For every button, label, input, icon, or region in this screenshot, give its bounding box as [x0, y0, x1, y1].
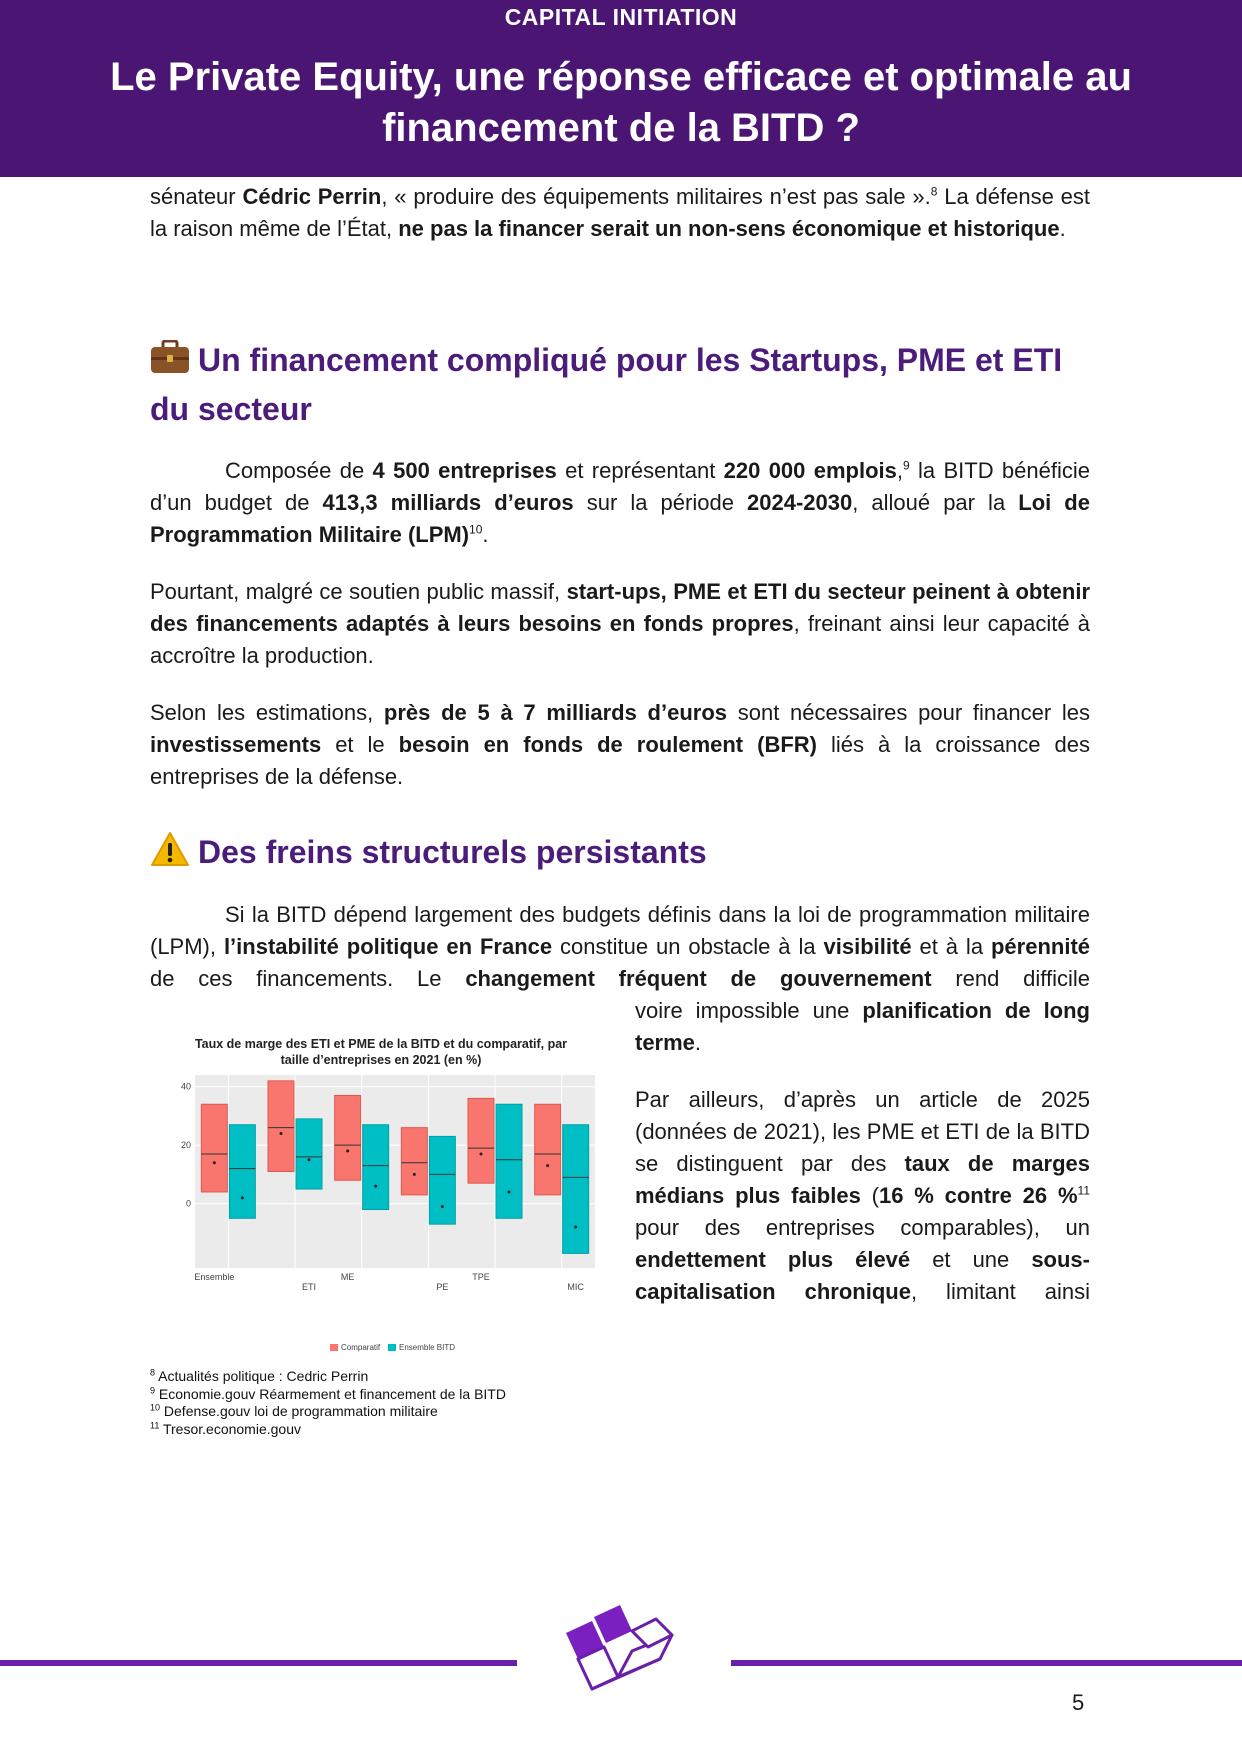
x-tick-label: PE: [436, 1282, 449, 1292]
box-comparatif: [468, 1098, 494, 1183]
section2-right-column: [635, 995, 1090, 1308]
section1-body: [150, 455, 1090, 793]
y-tick-label: 20: [180, 1140, 191, 1151]
mean-point: [241, 1196, 244, 1199]
mean-point: [280, 1132, 283, 1135]
section2-body: [150, 899, 1090, 995]
footer-line-left: [0, 1660, 517, 1666]
box-bitd: [496, 1104, 522, 1218]
footer-logo: [560, 1605, 685, 1705]
intro-paragraph: sénateur Cédric Perrin, « produire des équipements militaires n’est pas sale ».$^8$ La défense est la raison même de l’État, ne pas la financer serait un non-sens économique et historique.: [150, 184, 1091, 241]
mean-point: [213, 1161, 216, 1164]
footnote-8: $^8$ Actualités politique : Cedric Perrin: [150, 1367, 369, 1384]
boxplot-chart: [150, 1030, 610, 1360]
footnote-10: $^{10}$ Defense.gouv loi de programmation militaire: [150, 1402, 438, 1419]
brand-name: CAPITAL INITIATION: [504, 4, 738, 30]
page-number: 5: [1072, 1690, 1085, 1715]
briefcase-icon: [150, 340, 190, 386]
section-heading-financement: Un financement compliqué pour les Startups, PME et ETI du secteur: [150, 337, 1090, 432]
mean-point: [413, 1173, 416, 1176]
mean-point: [441, 1205, 444, 1208]
legend-label: Comparatif: [341, 1343, 381, 1352]
intro-block: [150, 181, 1090, 245]
legend-label: Ensemble BITD: [399, 1343, 456, 1352]
mean-point: [480, 1152, 483, 1155]
section-heading-freins: Des freins structurels persistants: [150, 829, 1090, 879]
chart-title-line-2: taille d’entreprises en 2021 (en %): [280, 1053, 482, 1067]
x-tick-label: ME: [340, 1272, 355, 1282]
box-bitd: [229, 1125, 255, 1219]
mean-point: [308, 1158, 311, 1161]
chart-title-line-1: Taux de marge des ETI et PME de la BITD et du comparatif, par: [194, 1037, 568, 1051]
mean-point: [374, 1185, 377, 1188]
box-comparatif: [535, 1104, 561, 1195]
x-tick-label: MIC: [567, 1282, 584, 1292]
mean-point: [546, 1164, 549, 1167]
box-bitd: [363, 1125, 389, 1210]
legend-swatch: [388, 1344, 396, 1351]
box-bitd: [296, 1119, 322, 1189]
section1-paragraph-3: Selon les estimations, près de 5 à 7 milliards d’euros sont nécessaires pour financer les investissements et le besoin en fonds de roulement (BFR) liés à la croissance des entreprises de la défense.: [150, 700, 1090, 789]
x-tick-label: ETI: [301, 1282, 317, 1292]
box-comparatif: [268, 1081, 294, 1172]
footnote-11: $^{11}$ Tresor.economie.gouv: [150, 1419, 301, 1437]
legend-swatch: [330, 1344, 338, 1351]
section1-paragraph-1: Composée de 4 500 entreprises et représentant 220 000 emplois,$^9$ la BITD bénéficie d’un budget de 413,3 milliards d’euros sur la période 2024-2030, alloué par la Loi de Programmation Militaire (LPM)$^{10}$.: [150, 458, 1090, 547]
mean-point: [574, 1226, 577, 1229]
section2-paragraph-1-continued: voire impossible une planification de long terme.: [635, 998, 1090, 1055]
warning-icon: [150, 831, 190, 879]
margin-rate-chart: [150, 1030, 610, 1365]
box-bitd: [429, 1136, 455, 1224]
box-comparatif: [201, 1104, 227, 1192]
section1-paragraph-2: Pourtant, malgré ce soutien public massif, start-ups, PME et ETI du secteur peinent à obtenir des financements adaptés à leurs besoins en fonds propres, freinant ainsi leur capacité à accroître la production.: [150, 579, 1091, 668]
y-tick-label: 40: [180, 1081, 191, 1092]
box-comparatif: [401, 1128, 427, 1195]
y-tick-label: 0: [185, 1198, 191, 1209]
page-header: [0, 0, 1242, 177]
section2-paragraph-1: Si la BITD dépend largement des budgets définis dans la loi de programmation militaire (LPM), l’instabilité politique en France constitue un obstacle à la visibilité et à la pérennité de ces financements. Le changement fréquent de gouvernement rend difficile: [150, 902, 1091, 991]
x-tick-label: TPE: [472, 1272, 490, 1282]
mean-point: [346, 1150, 349, 1153]
box-bitd: [563, 1125, 589, 1254]
footnote-9: $^9$ Economie.gouv Réarmement et financement de la BITD: [150, 1384, 506, 1402]
section2-paragraph-2: Par ailleurs, d’après un article de 2025 (données de 2021), les PME et ETI de la BITD se distinguent par des taux de marges médians plus faibles (16 % contre 26 %$^{11}$ pour des entreprises comparables), un endettement plus élevé et une sous-capitalisation chronique, limitant ainsi: [635, 1087, 1090, 1304]
box-comparatif: [335, 1095, 361, 1180]
x-tick-label: Ensemble: [194, 1272, 235, 1282]
mean-point: [508, 1190, 511, 1193]
page-title: Le Private Equity, une réponse efficace et optimale au financement de la BITD ?: [110, 55, 1132, 150]
footnotes: [150, 1368, 506, 1438]
footer-line-right: [731, 1660, 1242, 1666]
